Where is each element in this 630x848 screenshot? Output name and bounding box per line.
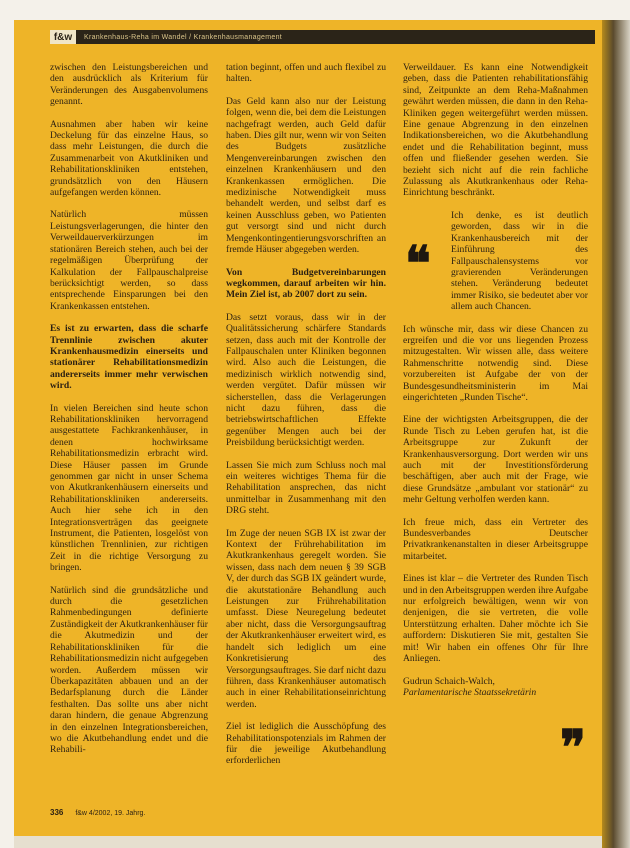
running-header [50,30,595,44]
paragraph: Ziel ist lediglich die Ausschöpfung des Rehabilitationspotenzials im Rahmen der für die jeweilige Akutbehandlung erforderlichen [226,721,386,767]
signature [403,676,588,699]
quote-close-icon: ❞ [560,720,586,776]
quote-open-icon: ❝ [405,236,431,292]
issue-info: f&w 4/2002, 19. Jahrg. [75,810,146,817]
header-text: Krankenhaus-Reha im Wandel / Krankenhausmanagement [84,33,283,41]
paragraph: Das Geld kann also nur der Leistung folgen, wenn die, bei dem die Leistungen nachgefragt werden, auch Geld dafür haben. Dies gilt nur, wenn wir von Seiten des Budgets zusätzliche Mengenvereinbarungen zwischen den einzelnen Krankenhäusern und den Krankenkassen ermöglichen. Die medizinische Notwendigkeit muss behandelt werden, und selbst darf es keinen Ausschluss geben, wo Patienten gut versorgt sind und nicht durch Mengenkontingentierungsvorschriften an fremde Häuser abgegeben werden. [226,95,386,256]
signature-role: Parlamentarische Staatssekretärin [403,686,537,698]
bold-text: Von Budgetvereinbarungen wegkommen, darauf arbeiten wir hin. Mein Ziel ist, ab 2007 dort zu sein. [226,266,386,301]
paragraph: Ich denke, es ist deutlich geworden, dass wir in die Krankenhausbereich mit der Einführung des Fallpauschalensystems vor gravierenden Veränderungen stehen. Veränderung bedeutet immer Risiko, sie bedeutet aber vor allem auch Chancen. [451,209,588,313]
column-2 [226,62,386,778]
journal-logo: f&w [50,30,76,44]
column-3 [403,62,588,698]
page-edge [14,836,602,848]
paragraph: tation beginnt, offen und auch flexibel zu halten. [226,62,386,85]
highlight-paragraph [226,267,386,301]
paragraph: zwischen den Leistungsbereichen und den ausdrücklich als Kriterium für Veränderungen des Ausgabenvolumens genannt. [50,62,208,108]
paragraph: Natürlich müssen Leistungsverlagerungen, die hinter den Verweildauerverkürzungen im stationären Bereich stehen, auch bei der regelmäßigen Überprüfung der Kalkulation der Fallpauschalpreise berücksichtigt werden, so dass entsprechende Einsparungen bei den Krankenkassen entstehen. [50,209,208,312]
bold-text: Es ist zu erwarten, dass die scharfe Trennlinie zwischen akuter Krankenhausmedizin einerseits und stationärer Rehabilitationsmedizin andererseits immer mehr verwischen wird. [50,323,208,392]
signature-name: Gudrun Schaich-Walch, [403,675,495,687]
paragraph: Verweildauer. Es kann eine Notwendigkeit geben, dass die Patienten rehabilitationsfähig sind, Zeitpunkte an dem Reha-Maßnahmen gewährt werden müssen, die dann in den Reha-Kliniken gegen weitergeführt werden müssen. Eine genaue Abgrenzung in den einzelnen Indikationsbereichen, wo die Akutbehandlung endet und die Rehabilitation beginnt, muss offen und fließender gesehen werden. Sie bezieht sich nicht auf die rein fachliche Zulassung als Akutkrankenhaus oder Reha-Einrichtung beschränkt. [403,62,588,199]
paragraph: Das setzt voraus, dass wir in der Qualitätssicherung schärfere Standards setzen, dass auch mit der Kontrolle der Fallpauschalen unter Kliniken begonnen wird. Also auch die Leistungen, die medizinisch wirklich notwendig sind, werden vergütet. Dafür müssen wir sicherstellen, dass die Verlagerungen nicht dazu führen, dass die betriebswirtschaftlichen Effekte gegenüber Mengen auch bei der Preisbildung berücksichtigt werden. [226,311,386,449]
paragraph: Ich freue mich, dass ein Vertreter des Bundesverbandes Deutscher Privatkrankenanstalten in dieser Arbeitsgruppe mitarbeitet. [403,516,588,562]
paragraph: Eines ist klar – die Vertreter des Runden Tisch und in den Arbeitsgruppen werden ihre Aufgabe nur erfolgreich bewältigen, wenn wir von denjenigen, die sie vertreten, die volle Unterstützung erhalten. Daher möchte ich Sie auffordern: Diskutieren Sie mit, gestalten Sie mit! Wir haben ein offenes Ohr für Ihre Anliegen. [403,573,588,665]
paragraph: Lassen Sie mich zum Schluss noch mal ein weiteres wichtiges Thema für die Rehabilitation ansprechen, das nicht unmittelbar in Zusammenhang mit den DRG steht. [226,459,386,517]
paragraph: Natürlich sind die grundsätzliche und durch die gesetzlichen Rahmenbedingungen definierte Zuständigkeit der Akutkrankenhäuser für die Akutmedizin und der Rehabilitationskliniken für die Rehabilitationsmedizin nicht aufgegeben worden. Außerdem müssen wir Überkapazitäten abbauen und an der Bedarfsplanung durch die Länder festhalten. Das sollte uns aber nicht daran hindern, die genaue Abgrenzung in den einzelnen Integrationsbereichen, wo die Akutbehandlung endet und die Rehabili- [50,584,208,756]
highlight-paragraph [50,323,208,391]
paragraph: Ich wünsche mir, dass wir diese Chancen zu ergreifen und die vor uns liegenden Prozess mitzugestalten. Wir wissen alle, dass weitere Rahmenschritte notwendig sind. Diese vorzubereiten ist Aufgabe der von der Bundesgesundheitsministerin im Mai eingerichteten „Runden Tische“. [403,323,588,403]
paragraph: Im Zuge der neuen SGB IX ist zwar der Kontext der Frührehabilitation im Akutkrankenhaus geregelt worden. Sie wissen, dass nach dem neuen § 39 SGB V, der durch das SGB IX geändert wurde, die akutstationäre Behandlung auch Leistungen zur Frührehabilitation umfasst. Diese Neuregelung bedeutet aber nicht, dass die Versorgungsauftrag der Akutkrankenhäuser erweitert wird, es handelt sich lediglich um eine Konkretisierung des Versorgungsauftrages. Sie darf nicht dazu führen, dass Krankenhäuser automatisch auch in einer Rehabilitationseinrichtung werden. [226,527,386,710]
column-1 [50,62,208,767]
page-binding-shadow [602,20,630,848]
page-footer [50,808,145,817]
paragraph: Ausnahmen aber haben wir keine Deckelung für das einzelne Haus, so dass mehr Leistungen, die durch die Zusammenarbeit von Akutkliniken und Rehabilitationskliniken entstehen, grundsätzlich von den Häusern aufgefangen werden können. [50,118,208,199]
paragraph: Eine der wichtigsten Arbeitsgruppen, die der Runde Tisch zu Leben gerufen hat, ist die Arbeitsgruppe zur Zukunft der Krankenhausversorgung. Dort werden wir uns auch mit der Investitionsförderung beschäftigen, aber auch mit der Frage, wie diese Grundsätze „ambulant vor stationär“ zu mehr Geltung verholfen werden kann. [403,414,588,506]
paragraph: In vielen Bereichen sind heute schon Rehabilitationskliniken hervorragend ausgestattete Fachkrankenhäuser, in denen hochwirksame Rehabilitationsmedizin erbracht wird. Diese Häuser passen im Grunde genommen gar nicht in unser Schema von Akutkrankenhäusern einerseits und Rehabilitationskliniken andererseits. Auch hier sehe ich in den Integrationsverträgen das geeignete Instrument, die Patienten, losgelöst von künstlichen Trennlinien, zur richtigen Zeit in die richtige Versorgung zu bringen. [50,402,208,574]
page-number: 336 [50,808,64,817]
